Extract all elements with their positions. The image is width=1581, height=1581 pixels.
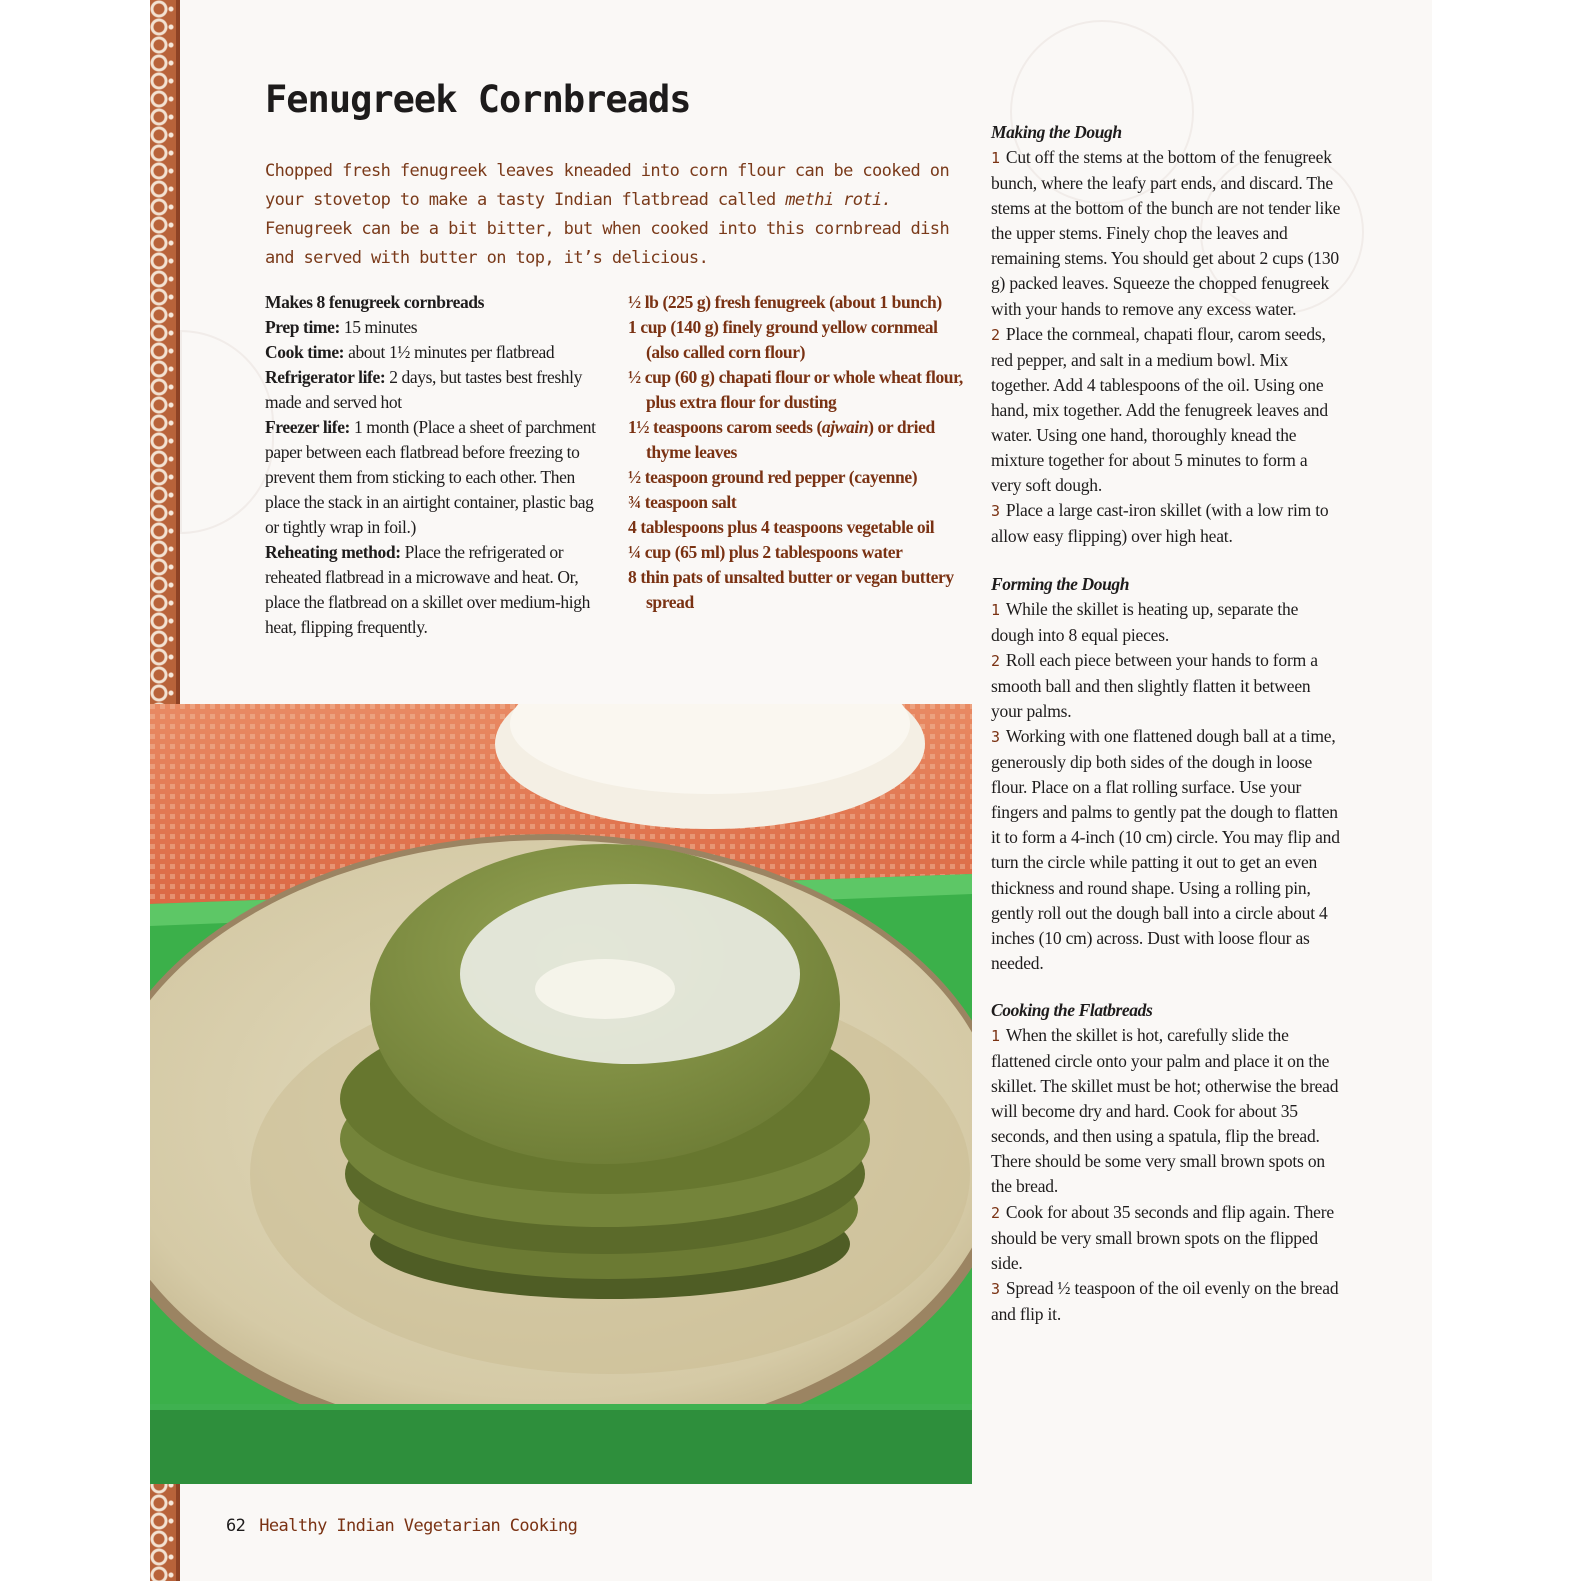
step: 1 When the skillet is hot, carefully slide the flattened circle onto your palm and place it on the skillet. The skillet must be hot; otherwise the bread will become dry and hard. Cook for about 35 seconds, and then using a spatula, flip the bread. There should be some very small brown spots on the bread. <box>991 1024 1339 1197</box>
ingredient-item: ½ teaspoon ground red pepper (cayenne) <box>628 467 918 487</box>
ingredient-item: 1½ teaspoons carom seeds (ajwain) or dried thyme leaves <box>628 417 935 462</box>
recipe-info <box>265 290 610 640</box>
ingredient-item: ¾ teaspoon salt <box>628 492 737 512</box>
ingredient-list <box>628 290 973 615</box>
intro-text: Chopped fresh fenugreek leaves kneaded into corn flour can be cooked on your stovetop to make a tasty Indian flatbread called <box>265 161 950 210</box>
step: 2 Place the cornmeal, chapati flour, carom seeds, red pepper, and salt in a medium bowl. Mix together. Add 4 tablespoons of the oil. Using one hand, mix together. Add the fenugreek leaves and water. Using one hand, thoroughly knead the mixture together for about 5 minutes to form a very soft dough. <box>991 323 1328 496</box>
step: 1 While the skillet is heating up, separate the dough into 8 equal pieces. <box>991 598 1299 645</box>
directions <box>991 120 1341 1349</box>
section-cooking-flatbreads <box>991 998 1341 1327</box>
page-number: 62 <box>226 1516 246 1536</box>
section-forming-dough <box>991 572 1341 976</box>
step: 3 Spread ½ teaspoon of the oil evenly on the bread and flip it. <box>991 1277 1339 1324</box>
section-heading: Cooking the Flatbreads <box>991 999 1153 1020</box>
freezer-life: Freezer life: 1 month (Place a sheet of parchment paper between each flatbread before freezing to prevent them from sticking to each other. Then place the stack in an airtight container, plastic bag or tightly wrap in foil.) <box>265 417 596 537</box>
page-footer <box>226 1516 577 1536</box>
yield: Makes 8 fenugreek cornbreads <box>265 292 485 312</box>
recipe-intro <box>265 157 965 273</box>
ingredient-item: ½ cup (60 g) chapati flour or whole wheat flour, plus extra flour for dusting <box>628 367 963 412</box>
step: 2 Roll each piece between your hands to form a smooth ball and then slightly flatten it between your palms. <box>991 649 1318 721</box>
food-photo <box>150 704 972 1484</box>
cook-time: Cook time: about 1½ minutes per flatbread <box>265 342 555 362</box>
book-title: Healthy Indian Vegetarian Cooking <box>259 1516 578 1536</box>
refrigerator-life: Refrigerator life: 2 days, but tastes best freshly made and served hot <box>265 367 582 412</box>
step: 3 Place a large cast-iron skillet (with a low rim to allow easy flipping) over high heat. <box>991 500 1329 547</box>
step: 1 Cut off the stems at the bottom of the fenugreek bunch, where the leafy part ends, and discard. The stems at the bottom of the bunch are not tender like the upper stems. Finely chop the leaves and remaining stems. You should get about 2 cups (130 g) packed leaves. Squeeze the chopped fenugreek with your hands to remove any excess water. <box>991 147 1341 319</box>
reheating-method: Reheating method: Place the refrigerated or reheated flatbread in a microwave and heat. Or, place the flatbread on a skillet over medium-high heat, flipping frequently. <box>265 542 590 637</box>
ingredient-item: 1 cup (140 g) finely ground yellow cornmeal (also called corn flour) <box>628 317 938 362</box>
intro-italic-term: methi roti. <box>785 190 892 210</box>
recipe-title: Fenugreek Cornbreads <box>265 78 691 121</box>
ingredient-item: ½ lb (225 g) fresh fenugreek (about 1 bunch) <box>628 292 942 312</box>
ingredient-item: ¼ cup (65 ml) plus 2 tablespoons water <box>628 542 903 562</box>
section-heading: Forming the Dough <box>991 573 1130 594</box>
step: 3 Working with one flattened dough ball at a time, generously dip both sides of the dough in loose flour. Place on a flat rolling surface. Use your fingers and palms to gently pat the dough to flatten it to form a 4-inch (10 cm) circle. You may flip and turn the circle while patting it out to get an even thickness and round shape. Using a rolling pin, gently roll out the dough ball into a circle about 4 inches (10 cm) across. Dust with loose flour as needed. <box>991 725 1340 973</box>
section-making-dough <box>991 120 1341 550</box>
intro-text-end: Fenugreek can be a bit bitter, but when cooked into this cornbread dish and served with butter on top, it’s delicious. <box>265 219 950 268</box>
ingredient-item: 4 tablespoons plus 4 teaspoons vegetable oil <box>628 517 935 537</box>
ingredient-item: 8 thin pats of unsalted butter or vegan buttery spread <box>628 567 954 612</box>
step: 2 Cook for about 35 seconds and flip again. There should be very small brown spots on the flipped side. <box>991 1201 1334 1273</box>
prep-time: Prep time: 15 minutes <box>265 317 418 337</box>
section-heading: Making the Dough <box>991 122 1122 142</box>
